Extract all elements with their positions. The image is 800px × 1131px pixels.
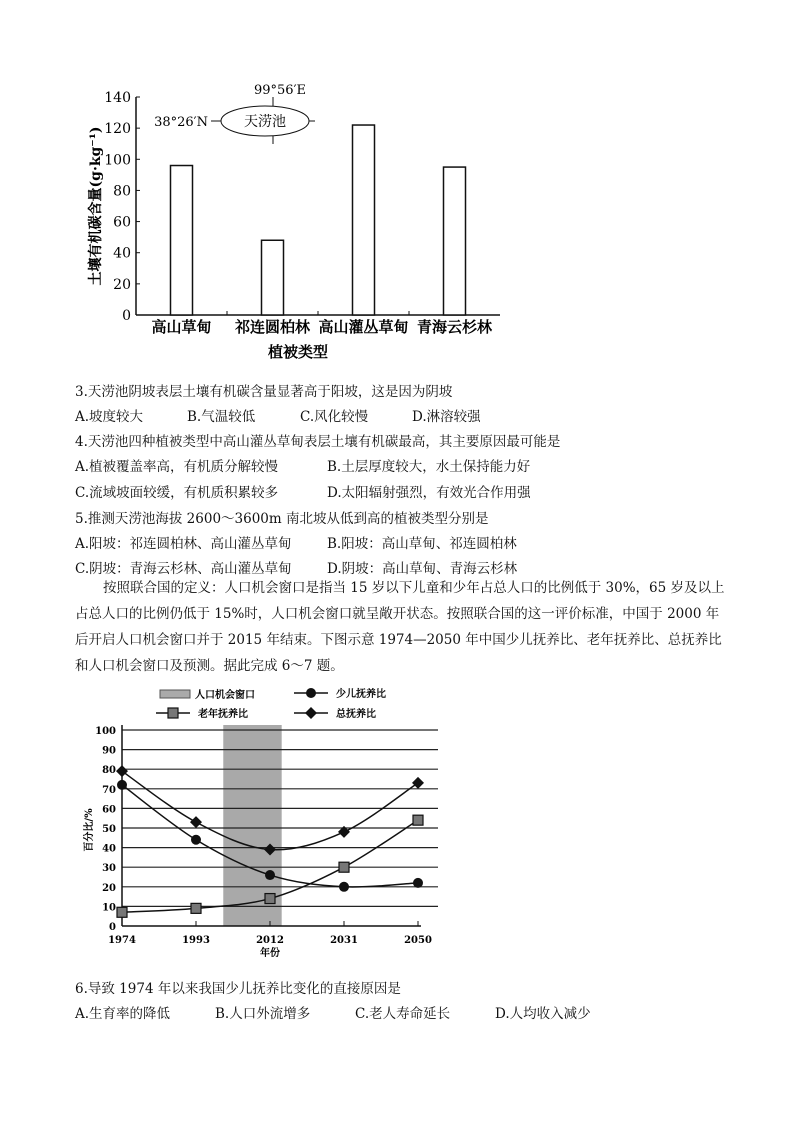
y-tick-label: 20 (102, 882, 116, 894)
y-tick-label: 50 (102, 824, 116, 835)
x-tick-label: 2031 (330, 935, 358, 946)
x-tick-label: 2012 (256, 935, 284, 946)
q4-option-b: B.土层厚度较大，水土保持能力好 (327, 459, 531, 475)
q4-option-a: A.植被覆盖率高，有机质分解较慢 (75, 459, 279, 475)
x-tick-label: 1974 (108, 935, 136, 946)
y-tick-label: 0 (109, 922, 116, 933)
y-axis-title: 土壤有机碳含量(g·kg⁻¹) (88, 126, 104, 286)
line-chart-dependency-ratio (0, 680, 800, 970)
y-tick-label: 100 (104, 152, 131, 169)
legend-label: 老年抚养比 (198, 709, 248, 720)
y-tick-label: 0 (122, 308, 131, 324)
legend-marker (305, 707, 317, 719)
bar (262, 240, 284, 315)
bar (353, 125, 375, 315)
q4-option-d: D.太阳辐射强烈，有效光合作用强 (327, 485, 531, 501)
y-tick-label: 20 (113, 276, 131, 293)
data-point (190, 816, 202, 828)
x-tick-label: 祁连圆柏林 (234, 318, 311, 336)
y-tick-label: 40 (113, 245, 131, 262)
q3-option-d: D.淋溶较强 (412, 409, 481, 425)
q6-option-d: D.人均收入减少 (495, 1006, 591, 1022)
q6-option-b: B.人口外流增多 (215, 1006, 311, 1022)
q3-option-a: A.坡度较大 (75, 409, 144, 425)
y-tick-label: 140 (104, 90, 131, 106)
y-axis-title: 百分比/% (84, 808, 95, 852)
y-tick-label: 10 (102, 902, 116, 914)
q6-option-a: A.生育率的降低 (75, 1006, 171, 1022)
x-axis-title: 年份 (260, 948, 280, 959)
data-point (116, 765, 128, 777)
x-tick-label: 2050 (404, 935, 432, 946)
q3-option-b: B.气温较低 (187, 409, 256, 425)
q4-option-c: C.流域坡面较缓，有机质积累较多 (75, 485, 279, 501)
q3-stem: 3.天涝池阴坡表层土壤有机碳含量显著高于阳坡，这是因为阴坡 (75, 384, 453, 400)
data-point (191, 835, 201, 845)
legend-marker (306, 688, 316, 698)
q4-stem: 4.天涝池四种植被类型中高山灌丛草甸表层土壤有机碳最高，其主要原因最可能是 (75, 434, 561, 450)
legend-label: 少儿抚养比 (336, 689, 386, 700)
legend-marker (168, 708, 178, 718)
y-tick-label: 80 (102, 765, 116, 777)
bar (171, 166, 193, 315)
y-tick-label: 80 (113, 183, 131, 200)
q5-stem: 5.推测天涝池海拔 2600～3600m 南北坡从低到高的植被类型分别是 (75, 511, 489, 527)
data-point (413, 878, 423, 888)
q5-option-a: A.阳坡：祁连圆柏林、高山灌丛草甸 (75, 536, 292, 552)
y-tick-label: 100 (95, 726, 116, 737)
y-tick-label: 60 (113, 214, 131, 231)
bar-chart-soil-carbon (0, 0, 800, 370)
y-tick-label: 90 (102, 745, 116, 757)
data-point (265, 870, 275, 880)
inset-lat-label: 38°26′N (154, 115, 208, 130)
y-tick-label: 120 (104, 121, 131, 138)
y-tick-label: 30 (102, 863, 116, 875)
x-tick-label: 1993 (182, 935, 210, 946)
passage-text: 按照联合国的定义：人口机会窗口是指当 15 岁以下儿童和少年占总人口的比例低于 30%，65 岁及以上占总人口的比例仍低于 15%时，人口机会窗口就呈敞开状态。按照联合国的这一评价标准，中国于 2000 年后开启人口机会窗口并于 2015 年结束。下图示意 1974—2050 年中国少儿抚养比、老年抚养比、总抚养比和人口机会窗口及预测。据此完成 6～7 题。 (75, 580, 725, 674)
data-point (117, 907, 127, 917)
data-point (413, 815, 423, 825)
x-axis-title: 植被类型 (267, 343, 329, 361)
x-tick-label: 青海云杉林 (416, 318, 493, 336)
data-point (339, 862, 349, 872)
data-point (191, 903, 201, 913)
q5-option-c: C.阴坡：青海云杉林、高山灌丛草甸 (75, 561, 292, 577)
x-tick-label: 高山灌丛草甸 (318, 318, 409, 336)
q6-option-c: C.老人寿命延长 (355, 1006, 451, 1022)
data-point (339, 882, 349, 892)
data-point (412, 777, 424, 789)
data-point (117, 780, 127, 790)
y-tick-label: 40 (102, 843, 116, 855)
y-tick-label: 70 (102, 784, 116, 796)
q3-option-c: C.风化较慢 (300, 409, 369, 425)
bar (444, 167, 466, 315)
legend-window-label: 人口机会窗口 (195, 690, 255, 701)
x-tick-label: 高山草甸 (151, 318, 212, 336)
inset-lon-label: 99°56′E (253, 83, 307, 98)
legend-label: 总抚养比 (336, 709, 376, 720)
y-tick-label: 60 (102, 804, 116, 816)
legend-window-swatch (160, 690, 190, 698)
q5-option-b: B.阳坡：高山草甸、祁连圆柏林 (327, 536, 517, 552)
data-point (265, 894, 275, 904)
q5-option-d: D.阴坡：高山草甸、青海云杉林 (327, 561, 518, 577)
q6-stem: 6.导致 1974 年以来我国少儿抚养比变化的直接原因是 (75, 981, 401, 997)
inset-lake-label: 天涝池 (244, 114, 286, 130)
